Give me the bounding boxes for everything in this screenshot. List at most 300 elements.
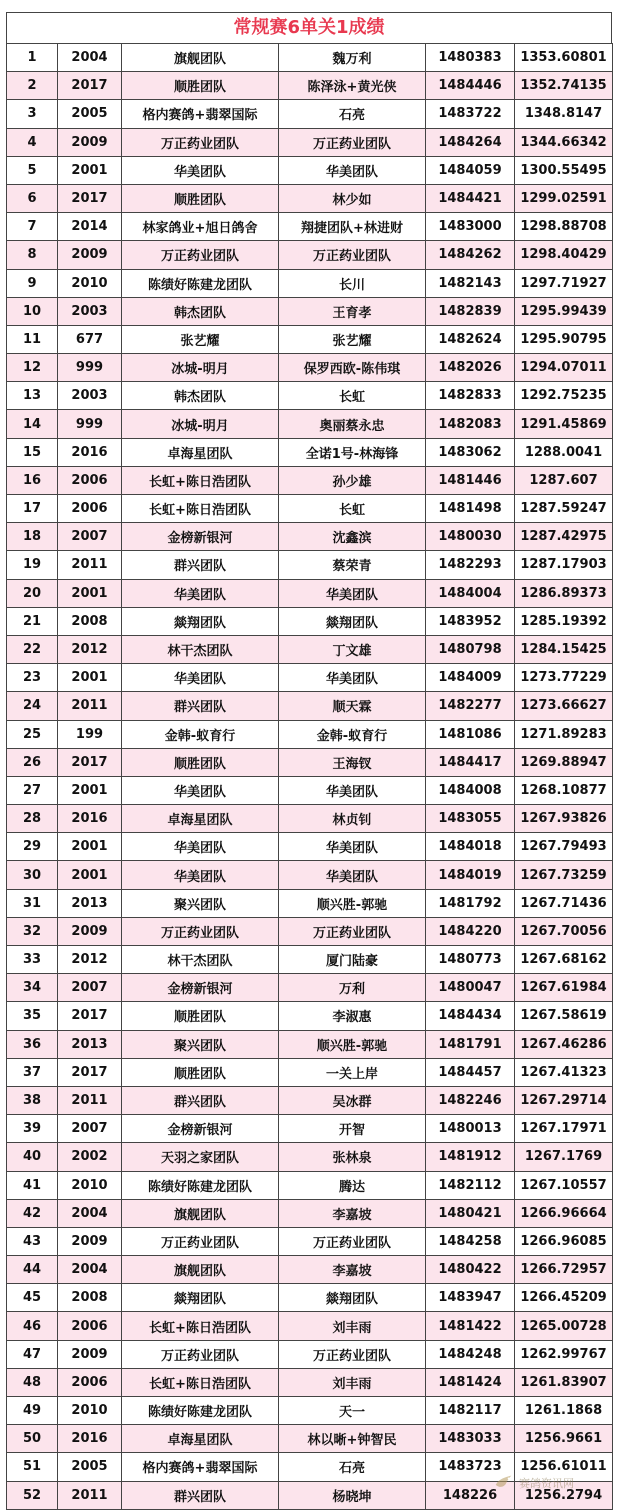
speed-cell: 1266.96664 [515,1199,613,1227]
ring-no-cell: 1482624 [426,325,515,353]
ring-no-cell: 1484004 [426,579,515,607]
rank-cell: 3 [7,100,58,128]
table-row [7,466,613,494]
team-no-cell: 2001 [58,579,122,607]
speed-cell: 1294.07011 [515,354,613,382]
ring-no-cell: 1481791 [426,1030,515,1058]
ring-no-cell: 1483062 [426,438,515,466]
owner-cell: 李淑惠 [279,1002,426,1030]
rank-cell: 32 [7,917,58,945]
team-name-cell: 卓海星团队 [122,1425,279,1453]
owner-cell: 张艺耀 [279,325,426,353]
table-row [7,1368,613,1396]
speed-cell: 1348.8147 [515,100,613,128]
team-name-cell: 冰城-明月 [122,354,279,382]
rank-cell: 14 [7,410,58,438]
owner-cell: 吴冰群 [279,1086,426,1114]
rank-cell: 8 [7,241,58,269]
owner-cell: 王育孝 [279,297,426,325]
speed-cell: 1267.46286 [515,1030,613,1058]
ring-no-cell: 1484457 [426,1058,515,1086]
speed-cell: 1267.79493 [515,833,613,861]
team-no-cell: 2017 [58,748,122,776]
team-name-cell: 万正药业团队 [122,917,279,945]
table-row [7,297,613,325]
table-row [7,523,613,551]
team-name-cell: 旗舰团队 [122,1256,279,1284]
speed-cell: 1300.55495 [515,156,613,184]
rank-cell: 43 [7,1227,58,1255]
team-name-cell: 陈绩好陈建龙团队 [122,1171,279,1199]
rank-cell: 45 [7,1284,58,1312]
owner-cell: 保罗西欧-陈伟琪 [279,354,426,382]
rank-cell: 37 [7,1058,58,1086]
team-name-cell: 华美团队 [122,579,279,607]
ring-no-cell: 1484434 [426,1002,515,1030]
table-row [7,382,613,410]
rank-cell: 51 [7,1453,58,1481]
rank-cell: 17 [7,495,58,523]
ring-no-cell: 1482083 [426,410,515,438]
speed-cell: 1287.59247 [515,495,613,523]
team-no-cell: 2001 [58,776,122,804]
speed-cell: 1344.66342 [515,128,613,156]
table-row [7,607,613,635]
team-no-cell: 2011 [58,1481,122,1509]
team-name-cell: 金榜新银河 [122,1115,279,1143]
speed-cell: 1297.71927 [515,269,613,297]
owner-cell: 万正药业团队 [279,1227,426,1255]
owner-cell: 孙少雄 [279,466,426,494]
team-no-cell: 2008 [58,607,122,635]
rank-cell: 5 [7,156,58,184]
ring-no-cell: 1484264 [426,128,515,156]
owner-cell: 厦门陆豪 [279,946,426,974]
rank-cell: 13 [7,382,58,410]
team-no-cell: 2003 [58,382,122,410]
team-name-cell: 卓海星团队 [122,805,279,833]
owner-cell: 奥丽蔡永忠 [279,410,426,438]
ring-no-cell: 1483033 [426,1425,515,1453]
speed-cell: 1267.10557 [515,1171,613,1199]
team-no-cell: 2001 [58,833,122,861]
owner-cell: 林少如 [279,184,426,212]
owner-cell: 顺兴胜-郭驰 [279,1030,426,1058]
ring-no-cell: 1484258 [426,1227,515,1255]
speed-cell: 1271.89283 [515,720,613,748]
team-name-cell: 格内赛鸽+翡翠国际 [122,100,279,128]
team-name-cell: 格内赛鸽+翡翠国际 [122,1453,279,1481]
table-row [7,692,613,720]
team-name-cell: 金榜新银河 [122,523,279,551]
speed-cell: 1298.40429 [515,241,613,269]
owner-cell: 蔡荣青 [279,551,426,579]
ring-no-cell: 1484262 [426,241,515,269]
table-row [7,1002,613,1030]
owner-cell: 万正药业团队 [279,241,426,269]
team-name-cell: 华美团队 [122,664,279,692]
rank-cell: 18 [7,523,58,551]
team-name-cell: 顺胜团队 [122,1002,279,1030]
table-row [7,1030,613,1058]
rank-cell: 42 [7,1199,58,1227]
owner-cell: 华美团队 [279,833,426,861]
team-no-cell: 2012 [58,946,122,974]
speed-cell: 1266.45209 [515,1284,613,1312]
team-name-cell: 长虹+陈日浩团队 [122,1368,279,1396]
team-no-cell: 2002 [58,1143,122,1171]
team-no-cell: 2010 [58,1397,122,1425]
team-name-cell: 冰城-明月 [122,410,279,438]
owner-cell: 天一 [279,1397,426,1425]
table-row [7,410,613,438]
team-no-cell: 2006 [58,1312,122,1340]
table-row [7,495,613,523]
table-row [7,1340,613,1368]
table-row [7,1143,613,1171]
ring-no-cell: 1481086 [426,720,515,748]
table-row [7,1058,613,1086]
table-row [7,354,613,382]
owner-cell: 石亮 [279,1453,426,1481]
table-row [7,1227,613,1255]
rank-cell: 40 [7,1143,58,1171]
owner-cell: 万利 [279,974,426,1002]
team-name-cell: 华美团队 [122,776,279,804]
team-name-cell: 长虹+陈日浩团队 [122,466,279,494]
ring-no-cell: 1480798 [426,635,515,663]
rank-cell: 48 [7,1368,58,1396]
team-no-cell: 2016 [58,805,122,833]
table-row [7,269,613,297]
ring-no-cell: 1484220 [426,917,515,945]
owner-cell: 丁文雄 [279,635,426,663]
speed-cell: 1266.96085 [515,1227,613,1255]
team-no-cell: 2014 [58,213,122,241]
ring-no-cell: 1480047 [426,974,515,1002]
owner-cell: 刘丰雨 [279,1368,426,1396]
team-no-cell: 2017 [58,1002,122,1030]
team-no-cell: 2007 [58,1115,122,1143]
team-no-cell: 2017 [58,184,122,212]
team-name-cell: 华美团队 [122,156,279,184]
team-name-cell: 林干杰团队 [122,946,279,974]
team-no-cell: 199 [58,720,122,748]
team-no-cell: 2003 [58,297,122,325]
site-watermark [493,1470,611,1496]
table-row [7,438,613,466]
table-row [7,833,613,861]
team-name-cell: 林家鸽业+旭日鸽舍 [122,213,279,241]
ring-no-cell: 1480422 [426,1256,515,1284]
rank-cell: 26 [7,748,58,776]
table-row [7,1199,613,1227]
sheet-title: 常规赛6单关1成绩 [6,12,612,43]
team-name-cell: 顺胜团队 [122,748,279,776]
speed-cell: 1291.45869 [515,410,613,438]
speed-cell: 1256.9661 [515,1425,613,1453]
table-row [7,100,613,128]
ring-no-cell: 1482143 [426,269,515,297]
owner-cell: 张林泉 [279,1143,426,1171]
results-table [6,43,613,1510]
owner-cell: 燚翔团队 [279,607,426,635]
owner-cell: 腾达 [279,1171,426,1199]
ring-no-cell: 1482277 [426,692,515,720]
team-no-cell: 2001 [58,861,122,889]
table-row [7,946,613,974]
rank-cell: 27 [7,776,58,804]
owner-cell: 华美团队 [279,861,426,889]
speed-cell: 1267.41323 [515,1058,613,1086]
owner-cell: 华美团队 [279,579,426,607]
owner-cell: 李嘉坡 [279,1199,426,1227]
rank-cell: 29 [7,833,58,861]
team-no-cell: 2005 [58,1453,122,1481]
owner-cell: 刘丰雨 [279,1312,426,1340]
table-row [7,1284,613,1312]
ring-no-cell: 1484446 [426,72,515,100]
ring-no-cell: 1482833 [426,382,515,410]
table-row [7,325,613,353]
rank-cell: 44 [7,1256,58,1284]
owner-cell: 万正药业团队 [279,917,426,945]
owner-cell: 一关上岸 [279,1058,426,1086]
rank-cell: 30 [7,861,58,889]
team-no-cell: 2016 [58,438,122,466]
ring-no-cell: 1484009 [426,664,515,692]
rank-cell: 4 [7,128,58,156]
owner-cell: 万正药业团队 [279,128,426,156]
team-no-cell: 2009 [58,241,122,269]
team-no-cell: 2016 [58,1425,122,1453]
rank-cell: 38 [7,1086,58,1114]
speed-cell: 1267.70056 [515,917,613,945]
owner-cell: 王海钗 [279,748,426,776]
table-row [7,974,613,1002]
team-no-cell: 2009 [58,1340,122,1368]
ring-no-cell: 1483947 [426,1284,515,1312]
owner-cell: 翔捷团队+林进财 [279,213,426,241]
owner-cell: 华美团队 [279,664,426,692]
team-no-cell: 2009 [58,1227,122,1255]
owner-cell: 开智 [279,1115,426,1143]
team-name-cell: 顺胜团队 [122,1058,279,1086]
speed-cell: 1287.42975 [515,523,613,551]
table-row [7,748,613,776]
rank-cell: 20 [7,579,58,607]
owner-cell: 华美团队 [279,156,426,184]
speed-cell: 1268.10877 [515,776,613,804]
team-name-cell: 群兴团队 [122,1481,279,1509]
team-no-cell: 2009 [58,917,122,945]
team-no-cell: 2007 [58,974,122,1002]
team-no-cell: 2010 [58,1171,122,1199]
team-name-cell: 群兴团队 [122,551,279,579]
speed-cell: 1267.71436 [515,889,613,917]
speed-cell: 1267.93826 [515,805,613,833]
speed-cell: 1295.99439 [515,297,613,325]
rank-cell: 36 [7,1030,58,1058]
table-row [7,889,613,917]
team-name-cell: 华美团队 [122,861,279,889]
rank-cell: 11 [7,325,58,353]
team-no-cell: 2005 [58,100,122,128]
ring-no-cell: 1482839 [426,297,515,325]
team-no-cell: 999 [58,410,122,438]
ring-no-cell: 1480773 [426,946,515,974]
owner-cell: 石亮 [279,100,426,128]
ring-no-cell: 1484059 [426,156,515,184]
team-no-cell: 2011 [58,551,122,579]
team-name-cell: 聚兴团队 [122,1030,279,1058]
speed-cell: 1284.15425 [515,635,613,663]
table-row [7,551,613,579]
team-name-cell: 万正药业团队 [122,1340,279,1368]
rank-cell: 7 [7,213,58,241]
speed-cell: 1286.89373 [515,579,613,607]
team-name-cell: 群兴团队 [122,1086,279,1114]
rank-cell: 39 [7,1115,58,1143]
rank-cell: 33 [7,946,58,974]
ring-no-cell: 1484008 [426,776,515,804]
owner-cell: 陈泽泳+黄光侠 [279,72,426,100]
table-row [7,861,613,889]
team-name-cell: 万正药业团队 [122,1227,279,1255]
owner-cell: 魏万利 [279,44,426,72]
team-no-cell: 2011 [58,1086,122,1114]
team-no-cell: 2004 [58,1256,122,1284]
rank-cell: 46 [7,1312,58,1340]
team-no-cell: 2008 [58,1284,122,1312]
speed-cell: 1288.0041 [515,438,613,466]
owner-cell: 沈鑫滨 [279,523,426,551]
speed-cell: 1262.99767 [515,1340,613,1368]
team-no-cell: 2009 [58,128,122,156]
team-name-cell: 旗舰团队 [122,1199,279,1227]
speed-cell: 1299.02591 [515,184,613,212]
table-row [7,776,613,804]
ring-no-cell: 1481424 [426,1368,515,1396]
table-row [7,664,613,692]
rank-cell: 9 [7,269,58,297]
speed-cell: 1292.75235 [515,382,613,410]
table-row [7,579,613,607]
team-name-cell: 群兴团队 [122,692,279,720]
ring-no-cell: 1483723 [426,1453,515,1481]
owner-cell: 华美团队 [279,776,426,804]
ring-no-cell: 1480421 [426,1199,515,1227]
table-row [7,917,613,945]
watermark-text: 赛鸽资讯网 [519,1477,574,1490]
owner-cell: 金韩-蚁育行 [279,720,426,748]
speed-cell: 1266.72957 [515,1256,613,1284]
team-name-cell: 林干杰团队 [122,635,279,663]
team-no-cell: 2007 [58,523,122,551]
rank-cell: 19 [7,551,58,579]
owner-cell: 长虹 [279,382,426,410]
team-no-cell: 2006 [58,466,122,494]
team-name-cell: 韩杰团队 [122,297,279,325]
rank-cell: 2 [7,72,58,100]
owner-cell: 燚翔团队 [279,1284,426,1312]
rank-cell: 12 [7,354,58,382]
table-row [7,44,613,72]
ring-no-cell: 1483722 [426,100,515,128]
speed-cell: 1267.58619 [515,1002,613,1030]
rank-cell: 28 [7,805,58,833]
ring-no-cell: 1480013 [426,1115,515,1143]
rank-cell: 23 [7,664,58,692]
owner-cell: 万正药业团队 [279,1340,426,1368]
team-name-cell: 顺胜团队 [122,72,279,100]
team-name-cell: 天羽之家团队 [122,1143,279,1171]
team-no-cell: 2001 [58,664,122,692]
table-row [7,1397,613,1425]
rank-cell: 24 [7,692,58,720]
ring-no-cell: 1482246 [426,1086,515,1114]
rank-cell: 35 [7,1002,58,1030]
team-no-cell: 2017 [58,1058,122,1086]
team-name-cell: 陈绩好陈建龙团队 [122,269,279,297]
team-name-cell: 万正药业团队 [122,241,279,269]
owner-cell: 全诺1号-林海锋 [279,438,426,466]
rank-cell: 50 [7,1425,58,1453]
team-name-cell: 韩杰团队 [122,382,279,410]
table-row [7,635,613,663]
rank-cell: 22 [7,635,58,663]
owner-cell: 林贞钊 [279,805,426,833]
table-row [7,1086,613,1114]
ring-no-cell: 1482112 [426,1171,515,1199]
table-row [7,213,613,241]
team-no-cell: 2013 [58,889,122,917]
ring-no-cell: 1482026 [426,354,515,382]
team-no-cell: 677 [58,325,122,353]
table-row [7,1256,613,1284]
speed-cell: 1298.88708 [515,213,613,241]
owner-cell: 顺天霖 [279,692,426,720]
speed-cell: 1261.83907 [515,1368,613,1396]
rank-cell: 25 [7,720,58,748]
owner-cell: 杨晓坤 [279,1481,426,1509]
table-row [7,72,613,100]
table-row [7,156,613,184]
ring-no-cell: 1481498 [426,495,515,523]
speed-cell: 1256.61011 [515,1453,613,1481]
ring-no-cell: 1484421 [426,184,515,212]
team-name-cell: 卓海星团队 [122,438,279,466]
ring-no-cell: 1483055 [426,805,515,833]
team-name-cell: 金榜新银河 [122,974,279,1002]
team-no-cell: 999 [58,354,122,382]
ring-no-cell: 1484248 [426,1340,515,1368]
team-no-cell: 2004 [58,1199,122,1227]
team-no-cell: 2006 [58,1368,122,1396]
ring-no-cell: 1481446 [426,466,515,494]
owner-cell: 李嘉坡 [279,1256,426,1284]
speed-cell: 1285.19392 [515,607,613,635]
speed-cell: 1267.1769 [515,1143,613,1171]
speed-cell: 1287.607 [515,466,613,494]
speed-cell: 1267.29714 [515,1086,613,1114]
team-no-cell: 2012 [58,635,122,663]
team-name-cell: 长虹+陈日浩团队 [122,1312,279,1340]
ring-no-cell: 1484417 [426,748,515,776]
ring-no-cell: 1484018 [426,833,515,861]
speed-cell: 1265.00728 [515,1312,613,1340]
rank-cell: 31 [7,889,58,917]
